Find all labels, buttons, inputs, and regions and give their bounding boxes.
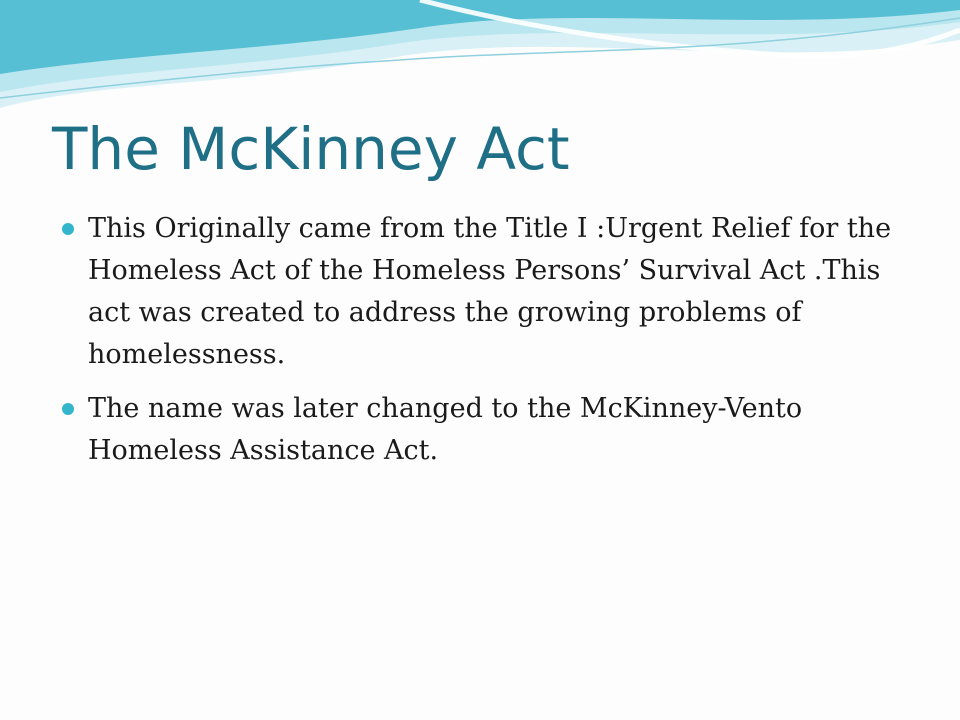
bullet-list — [62, 208, 912, 484]
bullet-text: This Originally came from the Title I :Urgent Relief for the Homeless Act of the Homeless Persons’ Survival Act .This act was created to address the growing problems of homelessness. — [88, 213, 892, 370]
slide-title: The McKinney Act — [52, 115, 570, 183]
bullet-text: The name was later changed to the McKinney-Vento Homeless Assistance Act. — [88, 393, 803, 466]
bullet-item — [62, 388, 912, 472]
bullet-item — [62, 208, 912, 376]
bullet-point-icon — [62, 403, 74, 415]
bullet-point-icon — [62, 223, 74, 235]
header-wave-decoration — [0, 0, 960, 130]
